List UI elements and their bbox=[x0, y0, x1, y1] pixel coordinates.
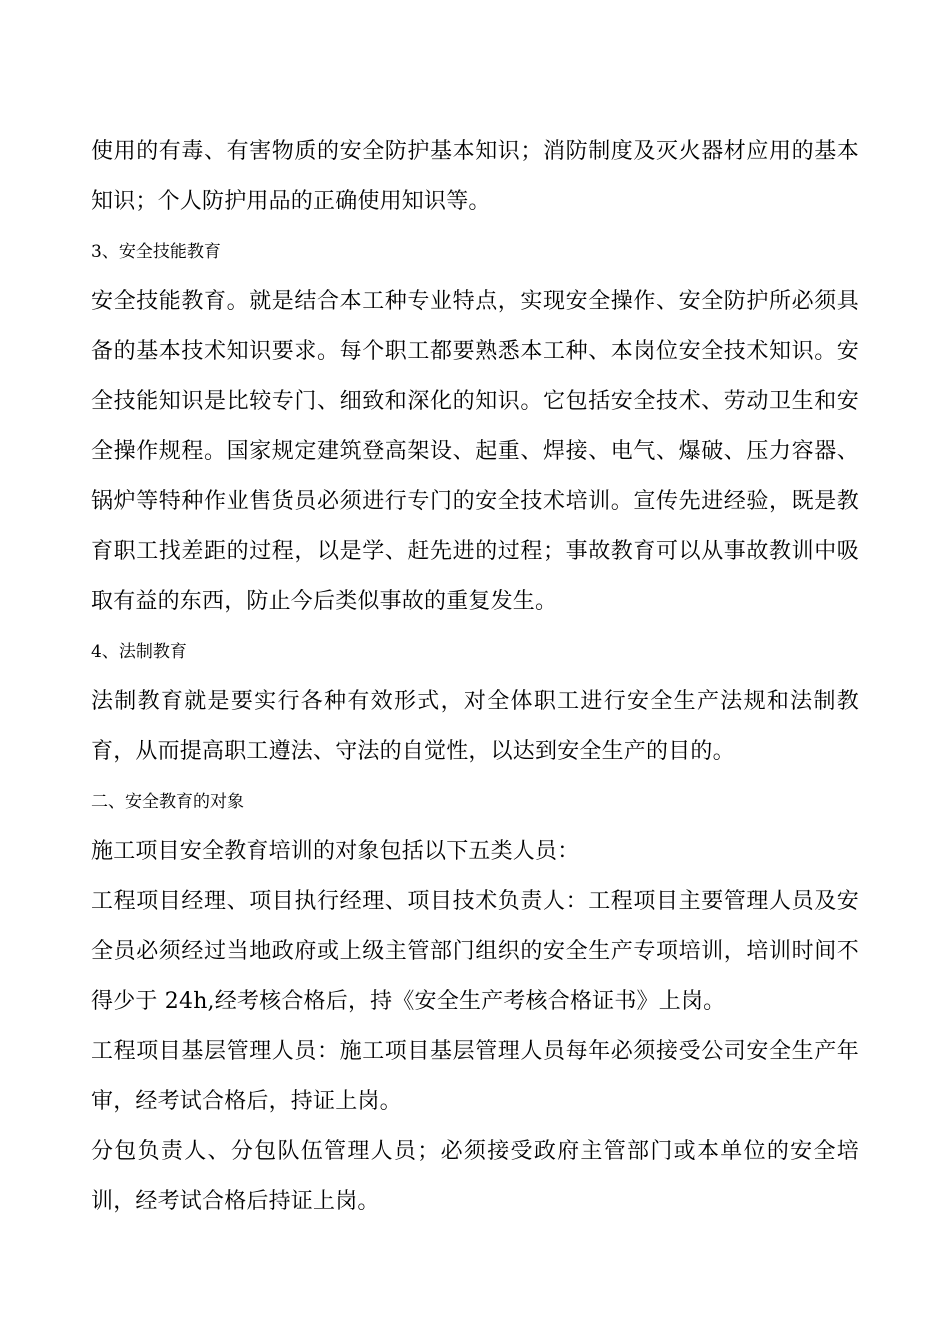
paragraph-project-managers: 工程项目经理、项目执行经理、项目技术负责人：工程项目主要管理人员及安全员必须经过当地政府或上级主管部门组织的安全生产专项培训，培训时间不得少于 24h,经考核合格后，持《安全生产考核合格证书》上岗。 bbox=[91, 889, 859, 1014]
section-heading-skill-education: 3、安全技能教育 bbox=[91, 242, 221, 262]
document-body bbox=[91, 127, 859, 1227]
paragraph-base-managers: 工程项目基层管理人员：施工项目基层管理人员每年必须接受公司安全生产年审，经考试合格后，持证上岗。 bbox=[91, 1039, 859, 1114]
section-heading-legal-education: 4、法制教育 bbox=[91, 642, 187, 662]
paragraph-legal-education: 法制教育就是要实行各种有效形式，对全体职工进行安全生产法规和法制教育，从而提高职工遵法、守法的自觉性，以达到安全生产的目的。 bbox=[91, 689, 859, 764]
paragraph-skill-education: 安全技能教育。就是结合本工种专业特点，实现安全操作、安全防护所必须具备的基本技术知识要求。每个职工都要熟悉本工种、本岗位安全技术知识。安全技能知识是比较专门、细致和深化的知识。它包括安全技术、劳动卫生和安全操作规程。国家规定建筑登高架设、起重、焊接、电气、爆破、压力容器、锅炉等特种作业售货员必须进行专门的安全技术培训。宣传先进经验，既是教育职工找差距的过程，以是学、赶先进的过程；事故教育可以从事故教训中吸取有益的东西，防止今后类似事故的重复发生。 bbox=[91, 289, 859, 614]
paragraph-targets-intro: 施工项目安全教育培训的对象包括以下五类人员： bbox=[91, 839, 580, 864]
paragraph-subcontractors: 分包负责人、分包队伍管理人员；必须接受政府主管部门或本单位的安全培训，经考试合格后持证上岗。 bbox=[91, 1139, 859, 1214]
section-heading-education-targets: 二、安全教育的对象 bbox=[91, 792, 244, 812]
paragraph-safety-knowledge-end: 使用的有毒、有害物质的安全防护基本知识；消防制度及灭火器材应用的基本知识；个人防护用品的正确使用知识等。 bbox=[91, 139, 859, 214]
